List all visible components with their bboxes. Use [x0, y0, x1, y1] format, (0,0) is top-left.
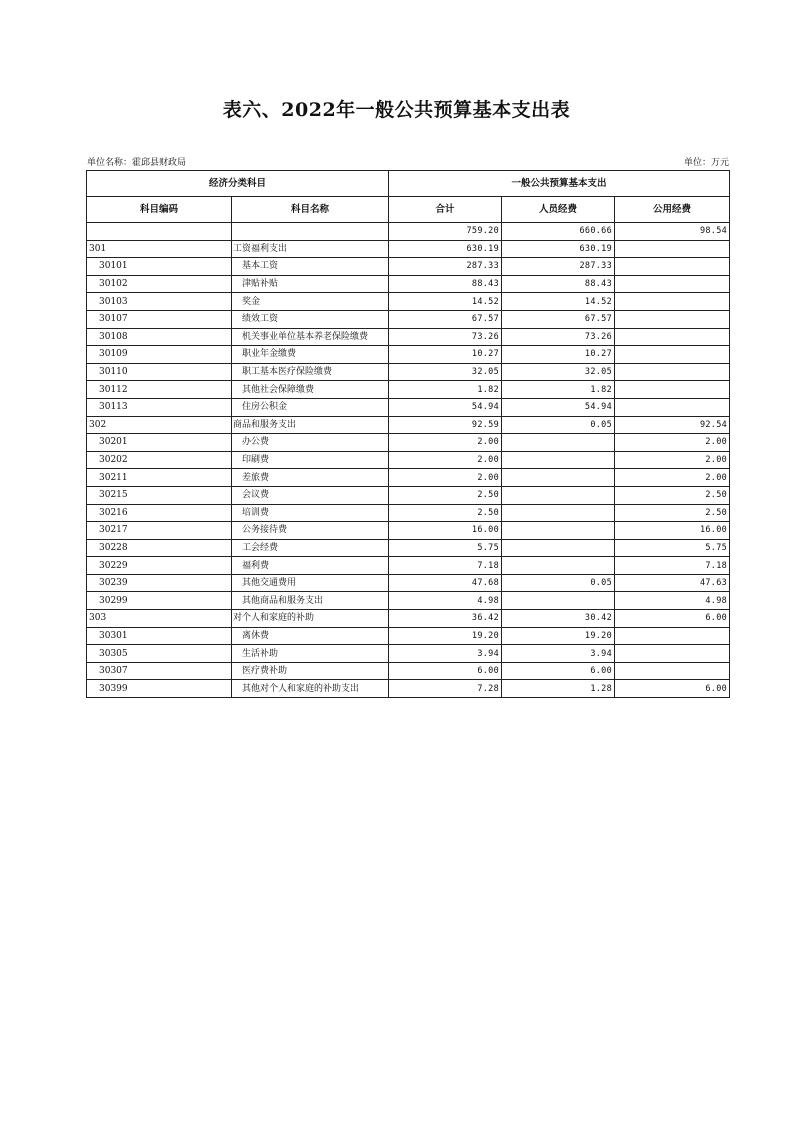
row-name: 培训费 [232, 504, 389, 522]
row-name: 津贴补贴 [232, 275, 389, 293]
row-personnel: 30.42 [502, 610, 615, 628]
row-public: 6.00 [615, 680, 730, 698]
table-row [87, 504, 730, 522]
row-code: 30112 [87, 381, 232, 399]
row-code: 30107 [87, 310, 232, 328]
row-personnel: 14.52 [502, 293, 615, 311]
row-total: 5.75 [389, 539, 502, 557]
row-name: 医疗费补助 [232, 662, 389, 680]
row-total: 3.94 [389, 645, 502, 663]
total-row [87, 223, 730, 241]
budget-table [86, 170, 730, 698]
row-public: 2.50 [615, 504, 730, 522]
row-name: 办公费 [232, 434, 389, 452]
row-code: 30108 [87, 328, 232, 346]
row-code: 30217 [87, 522, 232, 540]
row-personnel: 3.94 [502, 645, 615, 663]
row-code: 303 [87, 610, 232, 628]
row-total: 54.94 [389, 398, 502, 416]
row-public [615, 381, 730, 399]
header-personnel: 人员经费 [502, 197, 615, 223]
row-name: 福利费 [232, 557, 389, 575]
table-row [87, 557, 730, 575]
table-row [87, 680, 730, 698]
row-total: 92.59 [389, 416, 502, 434]
row-name: 印刷费 [232, 451, 389, 469]
row-total: 2.00 [389, 434, 502, 452]
row-personnel: 88.43 [502, 275, 615, 293]
header-total: 合计 [389, 197, 502, 223]
row-public [615, 310, 730, 328]
row-public [615, 275, 730, 293]
row-name: 对个人和家庭的补助 [232, 610, 389, 628]
row-public: 4.98 [615, 592, 730, 610]
row-total: 36.42 [389, 610, 502, 628]
row-public [615, 258, 730, 276]
header-row-group [87, 171, 730, 197]
row-personnel: 0.05 [502, 574, 615, 592]
table-row [87, 381, 730, 399]
row-name: 离休费 [232, 627, 389, 645]
row-public: 2.00 [615, 469, 730, 487]
row-code: 30109 [87, 346, 232, 364]
table-row [87, 610, 730, 628]
row-personnel [502, 557, 615, 575]
row-name: 其他对个人和家庭的补助支出 [232, 680, 389, 698]
header-economic-classification: 经济分类科目 [87, 171, 389, 197]
row-code: 30399 [87, 680, 232, 698]
table-row [87, 486, 730, 504]
row-name: 其他交通费用 [232, 574, 389, 592]
total-row-name [232, 223, 389, 241]
table-row [87, 310, 730, 328]
row-personnel: 10.27 [502, 346, 615, 364]
table-row [87, 469, 730, 487]
table-row [87, 346, 730, 364]
row-public [615, 627, 730, 645]
row-public [615, 293, 730, 311]
row-personnel [502, 539, 615, 557]
row-total: 47.68 [389, 574, 502, 592]
total-row-public: 98.54 [615, 223, 730, 241]
row-personnel [502, 434, 615, 452]
row-total: 14.52 [389, 293, 502, 311]
table-row [87, 275, 730, 293]
table-row [87, 398, 730, 416]
row-code: 30299 [87, 592, 232, 610]
unit-name-label: 单位名称：霍邱县财政局 [87, 158, 187, 168]
row-total: 88.43 [389, 275, 502, 293]
row-personnel: 54.94 [502, 398, 615, 416]
table-row [87, 574, 730, 592]
table-row [87, 434, 730, 452]
row-code: 30113 [87, 398, 232, 416]
row-personnel: 6.00 [502, 662, 615, 680]
row-name: 住房公积金 [232, 398, 389, 416]
row-total: 7.28 [389, 680, 502, 698]
row-personnel: 32.05 [502, 363, 615, 381]
row-personnel [502, 504, 615, 522]
row-public: 92.54 [615, 416, 730, 434]
row-name: 基本工资 [232, 258, 389, 276]
row-code: 30103 [87, 293, 232, 311]
header-public: 公用经费 [615, 197, 730, 223]
row-total: 2.00 [389, 469, 502, 487]
table-row [87, 258, 730, 276]
row-code: 30215 [87, 486, 232, 504]
table-row [87, 539, 730, 557]
row-public [615, 645, 730, 663]
row-total: 10.27 [389, 346, 502, 364]
row-public: 7.18 [615, 557, 730, 575]
row-name: 商品和服务支出 [232, 416, 389, 434]
row-personnel: 19.20 [502, 627, 615, 645]
table-row [87, 416, 730, 434]
row-public [615, 398, 730, 416]
row-name: 公务接待费 [232, 522, 389, 540]
row-name: 工资福利支出 [232, 240, 389, 258]
row-public: 5.75 [615, 539, 730, 557]
row-code: 30216 [87, 504, 232, 522]
row-public: 47.63 [615, 574, 730, 592]
row-personnel: 630.19 [502, 240, 615, 258]
row-total: 73.26 [389, 328, 502, 346]
row-personnel: 73.26 [502, 328, 615, 346]
row-name: 奖金 [232, 293, 389, 311]
row-name: 差旅费 [232, 469, 389, 487]
row-public: 16.00 [615, 522, 730, 540]
row-name: 其他社会保障缴费 [232, 381, 389, 399]
header-row-columns [87, 197, 730, 223]
row-public [615, 328, 730, 346]
table-row [87, 627, 730, 645]
total-row-personnel: 660.66 [502, 223, 615, 241]
row-total: 6.00 [389, 662, 502, 680]
row-personnel: 1.28 [502, 680, 615, 698]
row-code: 30211 [87, 469, 232, 487]
row-personnel: 1.82 [502, 381, 615, 399]
row-code: 30307 [87, 662, 232, 680]
header-basic-expenditure: 一般公共预算基本支出 [389, 171, 730, 197]
row-code: 30301 [87, 627, 232, 645]
row-code: 30110 [87, 363, 232, 381]
row-personnel [502, 486, 615, 504]
row-total: 19.20 [389, 627, 502, 645]
row-name: 绩效工资 [232, 310, 389, 328]
row-personnel: 67.57 [502, 310, 615, 328]
row-name: 工会经费 [232, 539, 389, 557]
row-code: 30228 [87, 539, 232, 557]
row-public: 2.50 [615, 486, 730, 504]
table-row [87, 451, 730, 469]
row-public: 2.00 [615, 451, 730, 469]
row-total: 4.98 [389, 592, 502, 610]
page-title: 表六、2022年一般公共预算基本支出表 [222, 99, 571, 121]
table-row [87, 645, 730, 663]
row-public: 2.00 [615, 434, 730, 452]
header-code: 科目编码 [87, 197, 232, 223]
row-total: 287.33 [389, 258, 502, 276]
table-row [87, 328, 730, 346]
row-total: 2.00 [389, 451, 502, 469]
row-total: 67.57 [389, 310, 502, 328]
row-personnel: 0.05 [502, 416, 615, 434]
row-code: 302 [87, 416, 232, 434]
row-name: 机关事业单位基本养老保险缴费 [232, 328, 389, 346]
table-row [87, 293, 730, 311]
row-code: 301 [87, 240, 232, 258]
row-personnel [502, 451, 615, 469]
row-name: 会议费 [232, 486, 389, 504]
row-code: 30239 [87, 574, 232, 592]
row-total: 630.19 [389, 240, 502, 258]
row-code: 30229 [87, 557, 232, 575]
row-code: 30202 [87, 451, 232, 469]
row-personnel [502, 522, 615, 540]
row-code: 30102 [87, 275, 232, 293]
header-name: 科目名称 [232, 197, 389, 223]
row-code: 30305 [87, 645, 232, 663]
table-row [87, 240, 730, 258]
row-code: 30101 [87, 258, 232, 276]
row-total: 2.50 [389, 486, 502, 504]
row-public [615, 346, 730, 364]
row-personnel: 287.33 [502, 258, 615, 276]
table-row [87, 592, 730, 610]
row-code: 30201 [87, 434, 232, 452]
table-row [87, 363, 730, 381]
row-name: 其他商品和服务支出 [232, 592, 389, 610]
row-public: 6.00 [615, 610, 730, 628]
row-name: 生活补助 [232, 645, 389, 663]
row-public [615, 662, 730, 680]
total-row-code [87, 223, 232, 241]
row-total: 16.00 [389, 522, 502, 540]
row-public [615, 240, 730, 258]
table-row [87, 522, 730, 540]
row-total: 2.50 [389, 504, 502, 522]
total-row-total: 759.20 [389, 223, 502, 241]
row-name: 职工基本医疗保险缴费 [232, 363, 389, 381]
row-name: 职业年金缴费 [232, 346, 389, 364]
row-total: 1.82 [389, 381, 502, 399]
row-personnel [502, 592, 615, 610]
table-row [87, 662, 730, 680]
unit-label: 单位：万元 [683, 158, 729, 168]
row-total: 7.18 [389, 557, 502, 575]
row-personnel [502, 469, 615, 487]
row-public [615, 363, 730, 381]
row-total: 32.05 [389, 363, 502, 381]
